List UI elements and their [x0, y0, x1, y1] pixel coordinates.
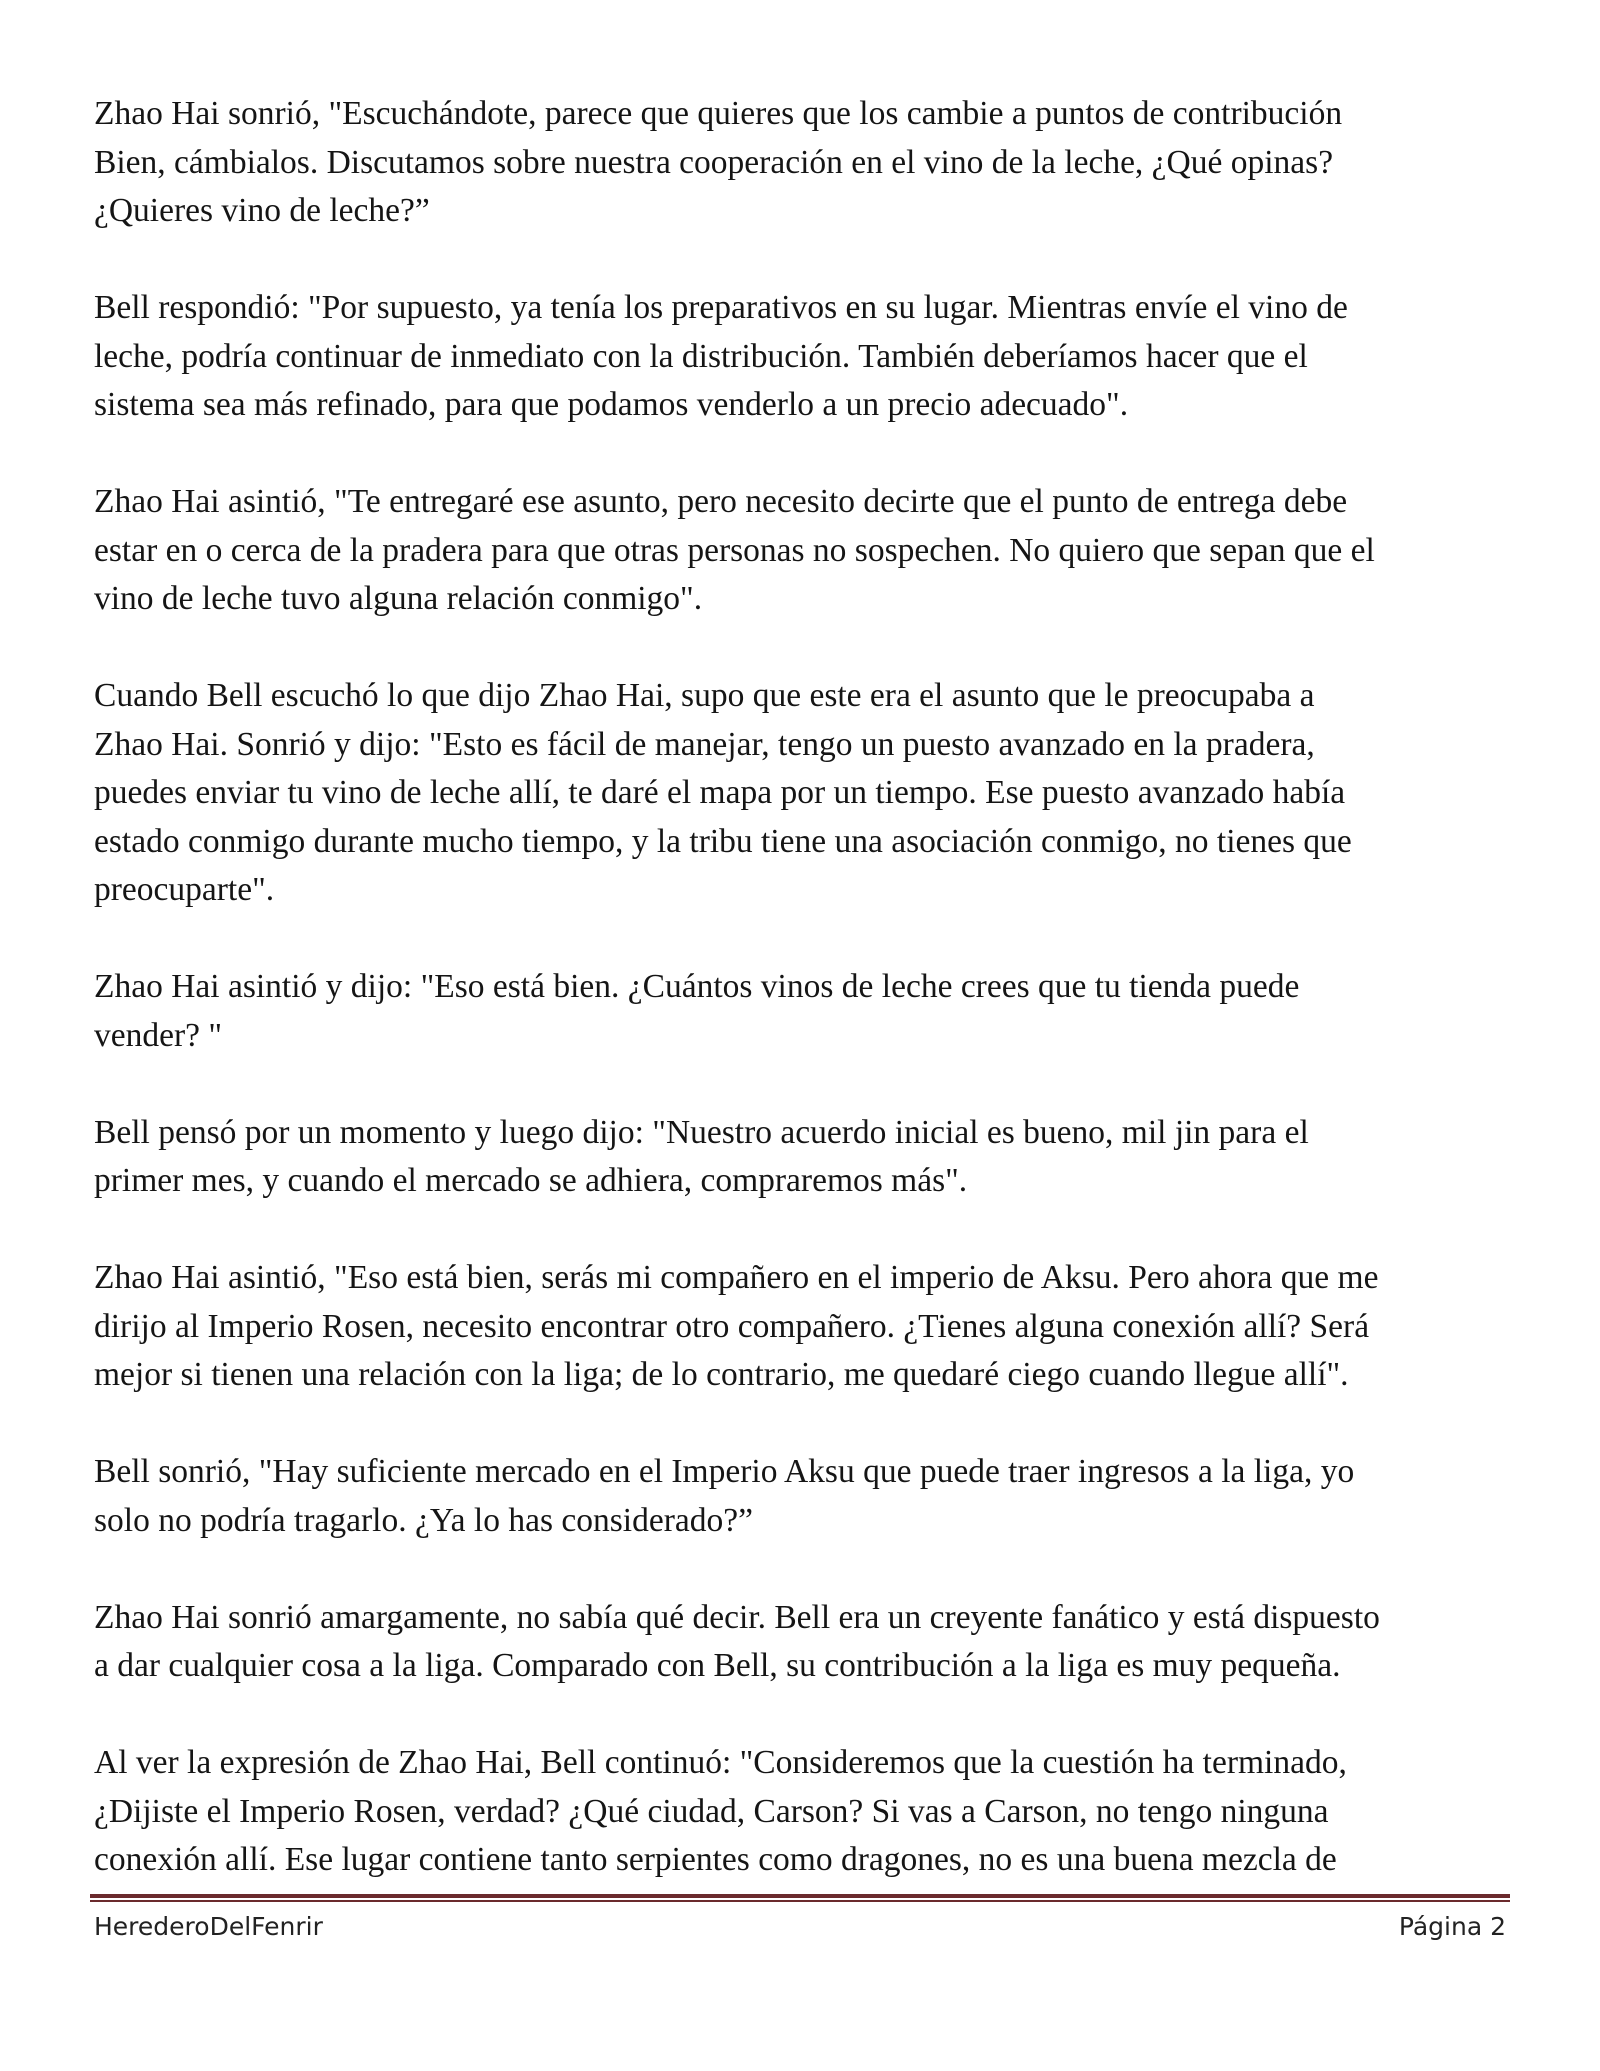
footer-divider-thin: [90, 1900, 1510, 1902]
text-line: leche, podría continuar de inmediato con la distribución. También deberíamos hacer que el: [94, 337, 1308, 375]
text-line: vender? ": [94, 1016, 223, 1054]
text-line: Al ver la expresión de Zhao Hai, Bell continuó: "Consideremos que la cuestión ha terminado,: [94, 1744, 1347, 1781]
text-line: estar en o cerca de la pradera para que otras personas no sospechen. No quiero que sepan que el: [94, 531, 1375, 569]
text-line: Zhao Hai sonrió, "Escuchándote, parece que quieres que los cambie a puntos de contribución: [94, 95, 1343, 132]
paragraph: [94, 1109, 1534, 1206]
text-line: estado conmigo durante mucho tiempo, y la tribu tiene una asociación conmigo, no tienes que: [94, 822, 1352, 860]
paragraph: [94, 478, 1534, 624]
text-line: Cuando Bell escuchó lo que dijo Zhao Hai, supo que este era el asunto que le preocupaba a: [94, 677, 1315, 714]
text-line: a dar cualquier cosa a la liga. Comparado con Bell, su contribución a la liga es muy pequeña.: [94, 1647, 1341, 1684]
text-line: puedes enviar tu vino de leche allí, te daré el mapa por un tiempo. Ese puesto avanzado había: [94, 774, 1346, 811]
paragraph: [94, 284, 1534, 430]
paragraph: [94, 1448, 1534, 1545]
page-number: Página 2: [1398, 1912, 1506, 1941]
text-line: Zhao Hai. Sonrió y dijo: "Esto es fácil de manejar, tengo un puesto avanzado en la pradera,: [94, 725, 1315, 763]
text-line: conexión allí. Ese lugar contiene tanto serpientes como dragones, no es una buena mezcla de: [94, 1841, 1337, 1878]
text-line: vino de leche tuvo alguna relación conmigo".: [94, 580, 703, 617]
paragraph: [94, 672, 1534, 915]
page-footer: [94, 1908, 1506, 1948]
footer-author: HerederoDelFenrir: [94, 1912, 323, 1941]
paragraph: [94, 1594, 1534, 1691]
paragraph: [94, 90, 1534, 236]
paragraph: [94, 963, 1534, 1060]
text-line: Bien, cámbialos. Discutamos sobre nuestra cooperación en el vino de la leche, ¿Qué opinas?: [94, 143, 1334, 181]
body-text: [94, 90, 1534, 1933]
text-line: primer mes, y cuando el mercado se adhiera, compraremos más".: [94, 1162, 968, 1199]
text-line: Zhao Hai asintió, "Te entregaré ese asunto, pero necesito decirte que el punto de entrega debe: [94, 483, 1348, 520]
text-line: Zhao Hai asintió y dijo: "Eso está bien. ¿Cuántos vinos de leche crees que tu tienda puede: [94, 968, 1300, 1005]
text-line: dirijo al Imperio Rosen, necesito encontrar otro compañero. ¿Tienes alguna conexión allí? Será: [94, 1307, 1370, 1345]
text-line: preocuparte".: [94, 871, 275, 908]
footer-divider: [90, 1894, 1510, 1902]
text-line: Bell pensó por un momento y luego dijo: "Nuestro acuerdo inicial es bueno, mil jin para el: [94, 1113, 1309, 1151]
text-line: ¿Quieres vino de leche?”: [94, 192, 430, 229]
paragraph: [94, 1254, 1534, 1400]
text-line: Zhao Hai sonrió amargamente, no sabía qué decir. Bell era un creyente fanático y está dispuesto: [94, 1598, 1380, 1636]
text-line: solo no podría tragarlo. ¿Ya lo has considerado?”: [94, 1501, 753, 1539]
paragraph: [94, 1739, 1534, 1885]
text-line: ¿Dijiste el Imperio Rosen, verdad? ¿Qué ciudad, Carson? Si vas a Carson, no tengo ninguna: [94, 1792, 1329, 1830]
text-line: mejor si tienen una relación con la liga; de lo contrario, me quedaré ciego cuando llegue allí".: [94, 1356, 1349, 1393]
text-line: Bell sonrió, "Hay suficiente mercado en el Imperio Aksu que puede traer ingresos a la liga, yo: [94, 1453, 1355, 1490]
text-line: sistema sea más refinado, para que podamos venderlo a un precio adecuado".: [94, 386, 1129, 423]
text-line: Zhao Hai asintió, "Eso está bien, serás mi compañero en el imperio de Aksu. Pero ahora que me: [94, 1259, 1379, 1296]
footer-divider-thick: [90, 1894, 1510, 1898]
text-line: Bell respondió: "Por supuesto, ya tenía los preparativos en su lugar. Mientras envíe el vino de: [94, 289, 1348, 326]
